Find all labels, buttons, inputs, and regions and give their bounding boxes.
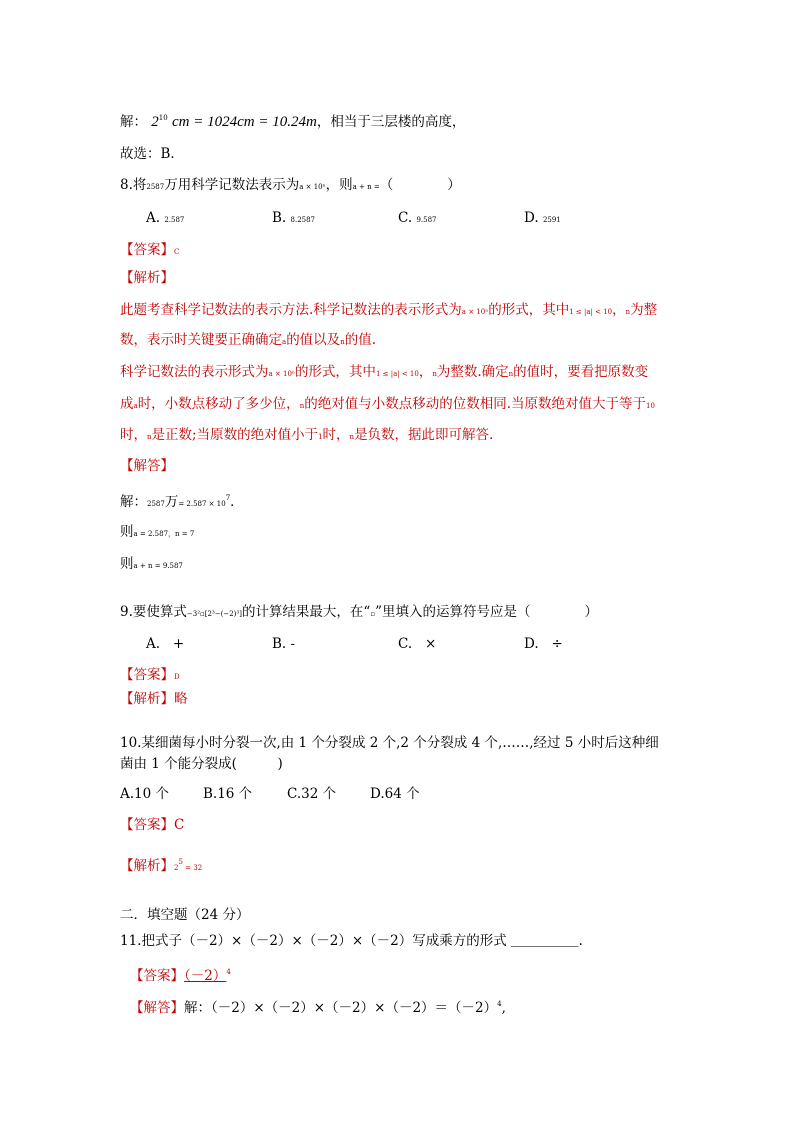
q8-answer	[120, 240, 179, 262]
power-exponent: 10	[158, 114, 168, 122]
analysis-label: 【解析】	[120, 691, 174, 707]
solution-text: 解：（－2）×（－2）×（－2）×（－2）＝（－2）	[184, 1000, 498, 1016]
q10-analysis	[120, 852, 202, 878]
option-letter: B.	[272, 210, 287, 226]
analysis-text: 的形式，其中	[294, 364, 376, 380]
analysis-formula: a	[133, 402, 138, 410]
solution-formula: 2587	[147, 500, 165, 508]
q8-option-b[interactable]	[272, 208, 315, 230]
analysis-text: ，	[612, 302, 626, 318]
solution-line-height	[120, 108, 465, 132]
section-heading-fill-blank: 二．填空题（24 分）	[120, 907, 250, 923]
option-value: 9.587	[416, 216, 437, 224]
choose-answer-line: 故选：B．	[120, 146, 184, 162]
analysis-result: = 32	[182, 864, 203, 872]
option-letter: B.	[272, 636, 287, 652]
option-letter: A.	[146, 636, 161, 652]
question-8-stem	[120, 175, 461, 197]
solution-formula: = 2.587 × 10	[178, 500, 226, 508]
answer-value: （－2）	[184, 968, 227, 984]
analysis-text: 的值.	[344, 332, 376, 348]
q8-solution-label: 【解答】	[120, 458, 174, 474]
q8-option-c[interactable]	[398, 208, 436, 230]
analysis-text: 是负数，据此即可解答.	[354, 427, 494, 443]
power-base: 2	[151, 114, 159, 130]
analysis-text: 为整	[630, 302, 658, 318]
analysis-formula: 1 ≤ |a| < 10	[375, 370, 419, 378]
q10-option-b[interactable]: B.16 个	[203, 786, 253, 802]
analysis-text: 时，	[322, 427, 350, 443]
solution-formula: a = 2.587，n = 7	[133, 530, 195, 538]
analysis-exponent: 5	[178, 858, 183, 866]
q8-solution-line-1	[120, 488, 244, 514]
solution-exponent: 7	[225, 494, 231, 502]
answer-label: 【答案】	[120, 667, 174, 683]
option-value: 2591	[542, 216, 561, 224]
analysis-formula: n	[508, 370, 514, 378]
option-value: -	[290, 636, 296, 652]
analysis-formula: 10	[646, 402, 655, 410]
solution-exponent: 4	[497, 1000, 502, 1008]
analysis-text: 的形式，其中	[488, 302, 570, 318]
q8-option-d[interactable]	[524, 208, 561, 230]
analysis-text: 成	[120, 396, 134, 412]
q8-text: 万用科学记数法表示为	[164, 177, 300, 193]
q8-analysis-line-2	[120, 330, 376, 352]
q9-text: 的计算结果最大，在“	[241, 604, 371, 620]
q8-analysis-line-3	[120, 362, 648, 384]
q9-analysis	[120, 689, 188, 709]
q9-text: 9.要使算式	[120, 604, 187, 620]
q9-answer	[120, 665, 180, 687]
analysis-formula: n	[432, 370, 437, 378]
analysis-text: 科学记数法的表示形式为	[120, 364, 269, 380]
analysis-text: ，	[418, 364, 433, 380]
q9-option-a[interactable]	[146, 634, 184, 654]
answer-label: 【答案】	[120, 242, 174, 258]
q8-number: 2587	[146, 183, 165, 191]
q10-answer	[120, 815, 184, 835]
analysis-formula: n	[340, 338, 345, 346]
answer-exponent: 4	[226, 968, 231, 976]
option-letter: C.	[398, 636, 413, 652]
q8-option-a[interactable]	[146, 208, 184, 230]
option-value: ×	[425, 636, 437, 652]
solution-prefix: 解：	[120, 114, 147, 130]
analysis-formula: n	[299, 402, 305, 410]
option-letter: C.	[398, 210, 413, 226]
option-value: 2.587	[164, 216, 185, 224]
q8-analysis-line-4	[120, 394, 655, 416]
analysis-text: 此题考查科学记数法的表示方法.科学记数法的表示形式为	[120, 302, 462, 318]
q9-option-d[interactable]	[524, 634, 563, 654]
analysis-label: 【解析】	[120, 858, 174, 874]
solution-label: 【解答】	[130, 1000, 184, 1016]
analysis-formula: n	[147, 433, 152, 441]
solution-formula: a + n = 9.587	[133, 562, 183, 570]
analysis-formula: a × 10ⁿ	[268, 370, 295, 378]
option-value: ÷	[551, 636, 563, 652]
option-letter: D.	[524, 636, 539, 652]
q9-expression: −3²▫[2³−(−2)³]	[186, 610, 242, 618]
analysis-text: 的绝对值与小数点移动的位数相同.当原数绝对值大于等于	[304, 396, 646, 412]
q9-placeholder-box: ▫	[370, 610, 376, 618]
option-value: +	[172, 636, 185, 652]
analysis-formula: n	[625, 308, 631, 316]
q8-analysis-line-5	[120, 425, 493, 447]
analysis-value: 略	[174, 691, 188, 707]
solution-suffix: ，相当于三层楼的高度，	[316, 114, 466, 130]
q8-text: 8.将	[120, 177, 147, 193]
analysis-base: 2	[174, 864, 179, 872]
analysis-formula: a	[282, 338, 287, 346]
q8-blank: （ ）	[379, 177, 461, 193]
solution-text: ．	[230, 494, 244, 510]
q10-option-d[interactable]: D.64 个	[370, 786, 420, 802]
q8-analysis-line-1	[120, 300, 657, 322]
option-value: 8.2587	[290, 216, 316, 224]
analysis-text: 时，	[120, 427, 147, 443]
analysis-text: 为整数.确定	[436, 364, 509, 380]
q8-expression: a + n =	[352, 183, 380, 191]
question-10-line-2: 菌由 1 个能分裂成( )	[120, 756, 283, 772]
analysis-formula: 1 ≤ |a| < 10	[569, 308, 613, 316]
q10-option-c[interactable]: C.32 个	[287, 786, 337, 802]
solution-end: ,	[501, 1000, 506, 1016]
solution-text: 解：	[120, 494, 147, 510]
solution-text: 万	[164, 494, 179, 510]
answer-value: C	[174, 248, 180, 256]
q9-option-b[interactable]	[272, 634, 295, 654]
option-letter: D.	[524, 210, 539, 226]
q10-option-a[interactable]: A.10 个	[120, 786, 170, 802]
answer-value: C	[174, 817, 185, 833]
analysis-formula: a × 10ⁿ	[461, 308, 489, 316]
answer-label: 【答案】	[120, 817, 174, 833]
analysis-text: 时，小数点移动了多少位，	[137, 396, 300, 412]
q11-solution	[130, 994, 506, 1018]
q11-answer	[130, 962, 231, 986]
q8-solution-line-2	[120, 522, 194, 544]
analysis-formula: n	[349, 433, 355, 441]
analysis-text: 的值以及	[286, 332, 341, 348]
q8-analysis-label: 【解析】	[120, 270, 174, 286]
analysis-text: 是正数;当原数的绝对值小于	[151, 427, 319, 443]
question-11-stem: 11.把式子（－2）×（－2）×（－2）×（－2）写成乘方的形式 ＿＿＿＿＿.	[120, 933, 583, 949]
solution-text: 则	[120, 556, 134, 572]
q9-option-c[interactable]	[398, 634, 436, 654]
length-equation: cm = 1024cm = 10.24m	[172, 114, 317, 130]
answer-value: D	[174, 673, 180, 681]
q8-text: ，则	[325, 177, 353, 193]
analysis-text: 数，表示时关键要正确确定	[120, 332, 282, 348]
analysis-formula: 1	[318, 433, 323, 441]
q8-formula: a × 10ⁿ	[299, 183, 326, 191]
question-9-stem	[120, 602, 598, 624]
question-10-line-1: 10.某细菌每小时分裂一次,由 1 个分裂成 2 个,2 个分裂成 4 个,……,经过 5 小时后这种细	[120, 735, 659, 751]
option-letter: A.	[146, 210, 161, 226]
answer-label: 【答案】	[130, 968, 184, 984]
q9-text: ”里填入的运算符号应是（ ）	[375, 604, 598, 620]
analysis-text: 的值时，要看把原数变	[513, 364, 649, 380]
q8-solution-line-3	[120, 554, 183, 576]
solution-text: 则	[120, 524, 134, 540]
